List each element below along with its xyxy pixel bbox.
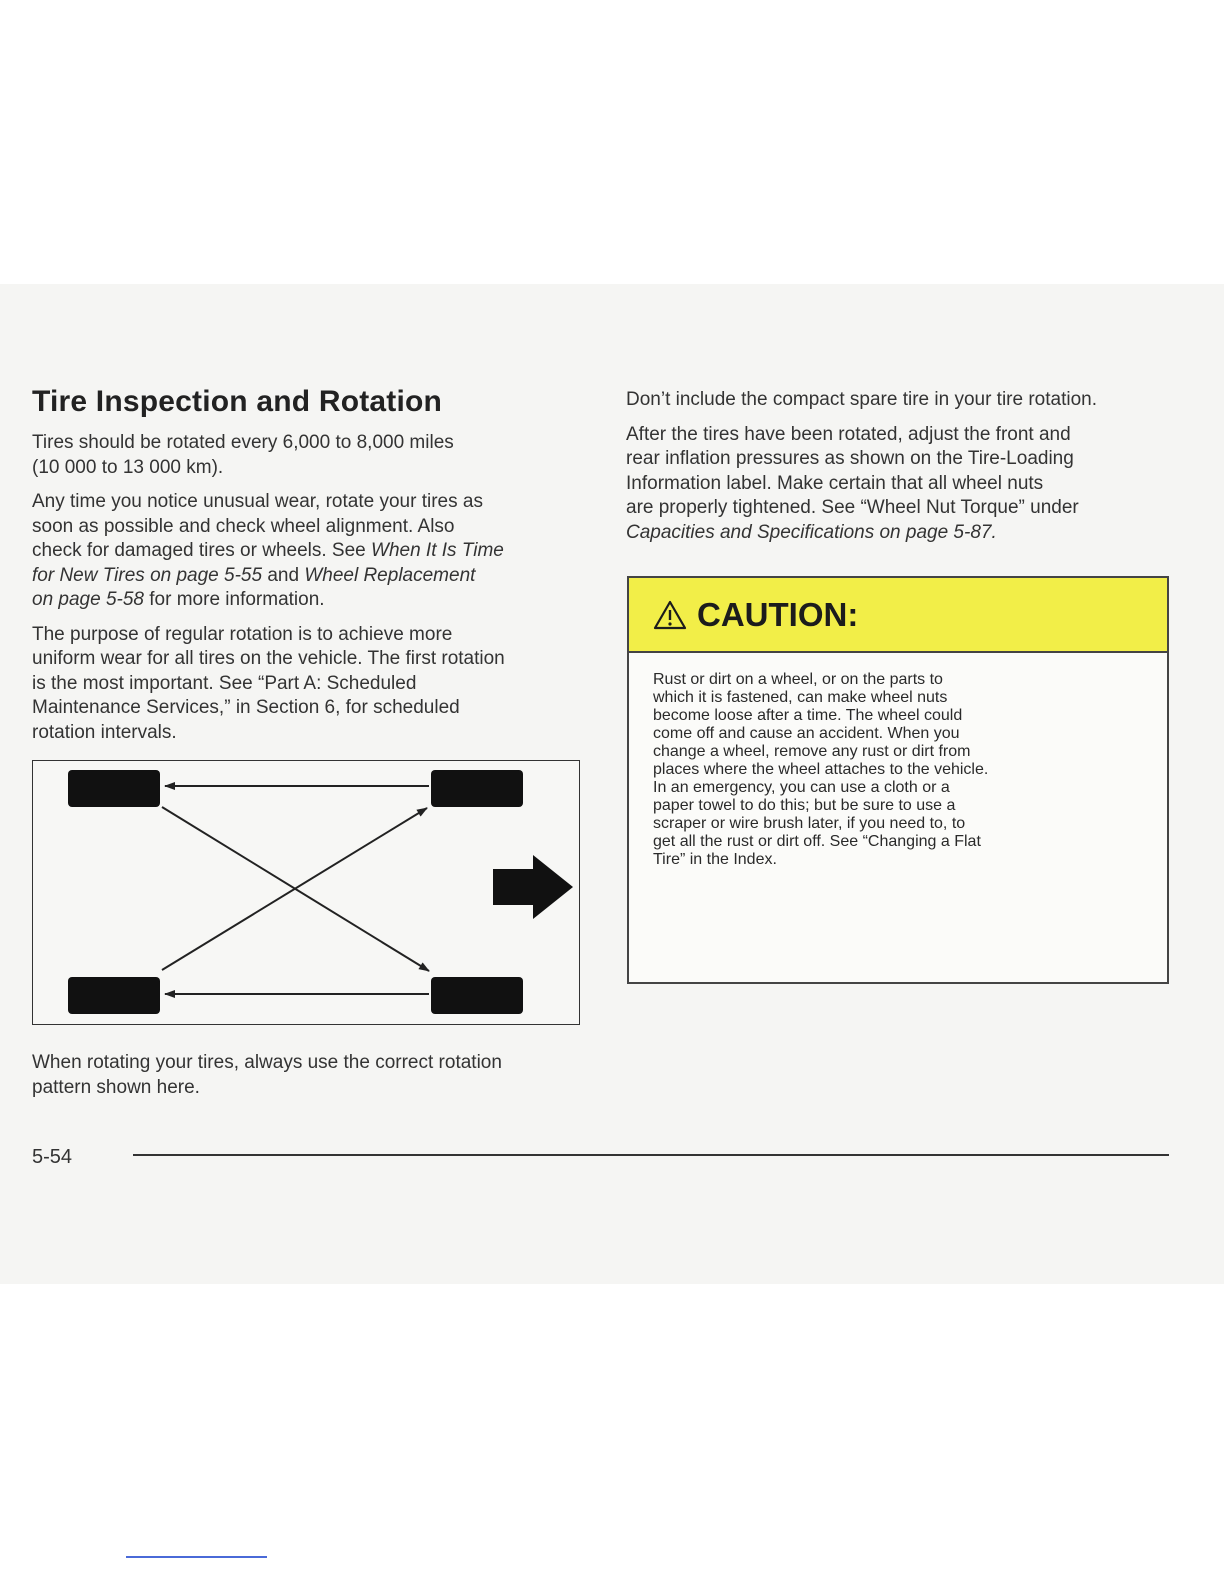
text-line: paper towel to do this; but be sure to use a xyxy=(653,797,956,814)
paragraph-rotation-interval xyxy=(32,431,587,480)
text-line: scraper or wire brush later, if you need to, to xyxy=(653,815,966,832)
text-line: Maintenance Services,” in Section 6, for scheduled xyxy=(32,697,460,718)
text-line: Any time you notice unusual wear, rotate your tires as xyxy=(32,491,483,512)
text-line: pattern shown here. xyxy=(32,1076,200,1098)
page-number: 5-54 xyxy=(32,1146,73,1168)
text-line: When rotating your tires, always use the correct rotation xyxy=(32,1052,502,1073)
caution-header xyxy=(629,578,1167,653)
forward-direction-arrow-icon xyxy=(493,855,573,919)
text-line: Don’t include the compact spare tire in your tire rotation. xyxy=(626,389,1098,410)
tire-icon xyxy=(68,770,160,807)
text-line: uniform wear for all tires on the vehicle. The first rotation xyxy=(32,648,505,669)
text-line: Tires should be rotated every 6,000 to 8,000 miles xyxy=(32,432,454,453)
text-line: places where the wheel attaches to the vehicle. xyxy=(653,761,989,778)
text-line: which it is fastened, can make wheel nuts xyxy=(653,689,948,706)
text-line: become loose after a time. The wheel could xyxy=(653,707,963,724)
text-line: come off and cause an accident. When you xyxy=(653,725,960,742)
link-underline xyxy=(126,1556,267,1558)
text-line xyxy=(32,539,587,564)
cross-reference-link[interactable]: When It Is Time xyxy=(371,540,504,561)
text-line: The purpose of regular rotation is to achieve more xyxy=(32,623,453,645)
cross-reference-link[interactable]: for New Tires on page 5-55 xyxy=(32,564,263,586)
text-line: After the tires have been rotated, adjust the front and xyxy=(626,423,1071,445)
footer-rule xyxy=(133,1154,1169,1156)
text-run: for more information. xyxy=(144,589,325,610)
tire-icon xyxy=(431,770,523,807)
diagram-caption xyxy=(32,1051,592,1100)
tire-icon xyxy=(431,977,523,1014)
caution-label: CAUTION: xyxy=(697,595,859,633)
cross-reference-link[interactable]: Capacities and Specifications on page 5-87. xyxy=(626,521,997,543)
text-line: Information label. Make certain that all wheel nuts xyxy=(626,472,1044,494)
text-line: rotation intervals. xyxy=(32,721,177,743)
rotation-pattern-svg xyxy=(33,761,581,1026)
caution-text xyxy=(629,653,1167,869)
left-column xyxy=(32,385,587,755)
text-line: rear inflation pressures as shown on the Tire-Loading xyxy=(626,448,1074,469)
text-run: check for damaged tires or wheels. See xyxy=(32,540,372,561)
paragraph-unusual-wear xyxy=(32,490,587,613)
text-line xyxy=(32,588,587,613)
text-line: (10 000 to 13 000 km). xyxy=(32,456,224,478)
text-line: Rust or dirt on a wheel, or on the parts to xyxy=(653,671,943,688)
paragraph-compact-spare xyxy=(626,388,1171,413)
text-line xyxy=(32,564,587,589)
warning-triangle-icon xyxy=(653,600,687,630)
section-title: Tire Inspection and Rotation xyxy=(32,385,443,418)
text-line: are properly tightened. See “Wheel Nut Torque” under xyxy=(626,497,1079,518)
text-line: get all the rust or dirt off. See “Changing a Flat xyxy=(653,833,981,850)
text-line: change a wheel, remove any rust or dirt from xyxy=(653,743,971,760)
text-line: soon as possible and check wheel alignment. Also xyxy=(32,515,455,537)
text-line: In an emergency, you can use a cloth or a xyxy=(653,779,950,796)
tire-icon xyxy=(68,977,160,1014)
text-line: is the most important. See “Part A: Scheduled xyxy=(32,672,417,694)
caution-box xyxy=(627,576,1169,984)
paragraph-rotation-purpose xyxy=(32,623,587,746)
cross-reference-link[interactable]: on page 5-58 xyxy=(32,589,144,610)
paragraph-inflation xyxy=(626,423,1171,546)
text-line: Tire” in the Index. xyxy=(653,851,777,868)
cross-reference-link[interactable]: Wheel Replacement xyxy=(304,564,476,586)
text-run: and xyxy=(262,564,305,586)
tire-rotation-diagram xyxy=(32,760,580,1025)
right-column xyxy=(626,388,1171,555)
